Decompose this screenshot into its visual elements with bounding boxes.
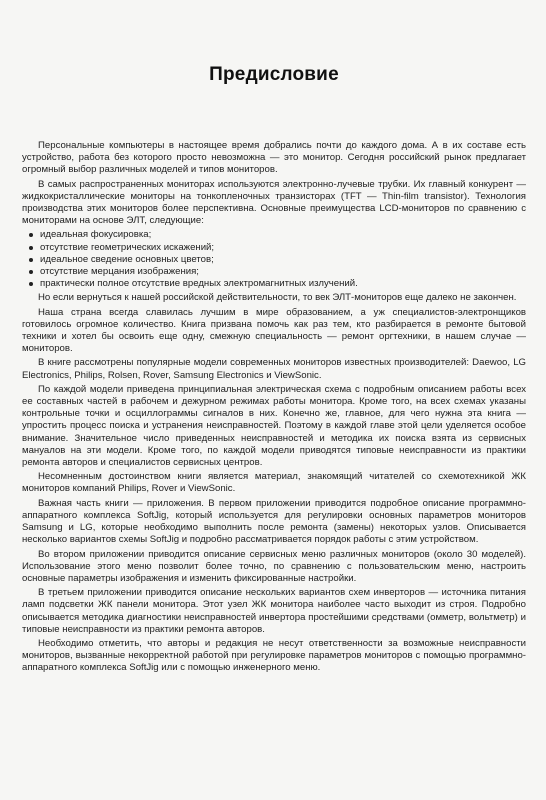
paragraph: Несомненным достоинством книги является материал, знакомящий читателей со схемотехникой ЖК мониторов компаний Philips, Rover и ViewSonic. — [22, 471, 526, 495]
list-item: идеальное сведение основных цветов; — [28, 254, 526, 266]
paragraph: Наша страна всегда славилась лучшим в мире образованием, а уж специалистов-электронщиков готовилось огромное количество. Книга призвана помочь как раз тем, кто разбирается в ремонте бытовой техники и хотел бы освоить еще одну, смежную специальность — ремонт оргтехники, в нашем случае — мониторов. — [22, 306, 526, 355]
paragraph: Необходимо отметить, что авторы и редакция не несут ответственности за возможные неисправности мониторов, вызванные некорректной работой при регулировке параметров мониторов с помощью программно-аппаратного комплекса SoftJig или с помощью инженерного меню. — [22, 637, 526, 674]
list-item: практически полное отсутствие вредных электромагнитных излучений. — [28, 278, 526, 290]
list-item: отсутствие геометрических искажений; — [28, 242, 526, 254]
paragraph: В самых распространенных мониторах используются электронно-лучевые трубки. Их главный конкурент — жидкокристаллические мониторы на тонкопленочных транзисторах (TFT — Thin-film transistor). Технология производства этих мониторов более перспективна. Основные преимущества LCD-мониторов по сравнению с мониторами на основе ЭЛТ, следующие: — [22, 178, 526, 227]
list-item: идеальная фокусировка; — [28, 229, 526, 241]
paragraph: Важная часть книги — приложения. В первом приложении приводится подробное описание программно-аппаратного комплекса SoftJig, который используется для регулировки основных параметров мониторов Samsung и LG, которые необходимо выполнить после ремонта (замены) некоторых узлов. Описывается несколько вариантов схемы SoftJig и подробно рассматривается порядок работы с этим устройством. — [22, 497, 526, 546]
paragraph: В третьем приложении приводится описание нескольких вариантов схем инверторов — источника питания ламп подсветки ЖК панели монитора. Этот узел ЖК монитора наиболее часто выходит из строя. Подробно описывается методика диагностики неисправностей инвертора простейшими средствами (омметр, вольтметр) и типовые неисправности из практики ремонта авторов. — [22, 587, 526, 635]
paragraph: По каждой модели приведена принципиальная электрическая схема с подробным описанием работы всех ее составных частей в рабочем и дежурном режимах работы монитора. Кроме того, на всех схемах указаны контрольные точки и осциллограммы сигналов в них. Конечно же, главное, для чего нужна эта книга — упростить процесс поиска и устранения неисправностей. Поэтому в каждой главе этой цели уделяется особое внимание. Значительное число приведенных неисправностей и методика их поиска взята из сервисных мануалов на эти модели. Кроме того, по каждой модели приводятся типовые неисправности из практики ремонта авторов и специалистов сервисных центров. — [22, 383, 526, 469]
advantages-list — [22, 229, 526, 290]
page-title: Предисловие — [209, 64, 339, 85]
list-item: отсутствие мерцания изображения; — [28, 266, 526, 278]
document-body — [22, 140, 526, 675]
paragraph: В книге рассмотрены популярные модели современных мониторов известных производителей: Daewoo, LG Electronics, Philips, Rolsen, Rover, Samsung Electronics и ViewSonic. — [22, 357, 526, 381]
paragraph: Но если вернуться к нашей российской действительности, то век ЭЛТ-мониторов еще далеко не закончен. — [38, 292, 517, 304]
paragraph: Персональные компьютеры в настоящее время добрались почти до каждого дома. А в их составе есть устройство, работа без которого просто невозможна — это монитор. Сегодня российский рынок предлагает огромный выбор различных моделей и типов мониторов. — [22, 140, 526, 176]
paragraph: Во втором приложении приводится описание сервисных меню различных мониторов (около 30 моделей). Использование этого меню позволит более точно, по сравнению с пользовательским меню, настроить основные параметры изображения и изменить фиксированные настройки. — [22, 548, 526, 584]
